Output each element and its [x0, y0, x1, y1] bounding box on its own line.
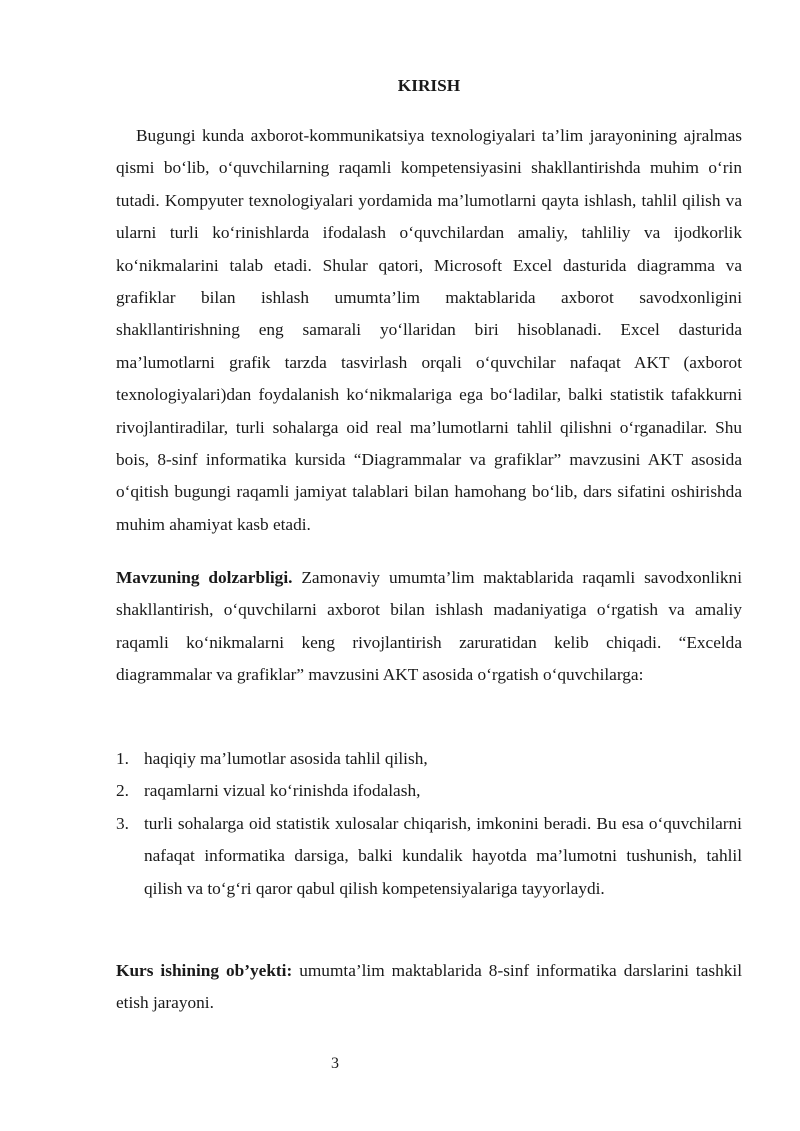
list-item-number: 3.: [116, 813, 129, 833]
list-item: [116, 743, 742, 775]
relevance-text: Zamonaviy umumta’lim maktablarida raqamli savodxonlikni shakllantirish, o‘quvchilarni axborot bilan ishlash madaniyatiga o‘rgatish va amaliy raqamli ko‘nikmalarni keng rivojlantirish zaruratidan kelib chiqadi. “Excelda diagrammalar va grafiklar” mavzusini AKT asosida o‘rgatish o‘quvchilarga:: [116, 568, 742, 685]
section-heading: KIRISH: [397, 76, 461, 95]
relevance-label: Mavzuning dolzarbligi.: [116, 568, 293, 587]
list-item-number: 2.: [116, 781, 129, 801]
object-paragraph: [116, 955, 742, 1020]
page-number: 3: [331, 1055, 339, 1072]
numbered-list: [116, 743, 742, 905]
object-label: Kurs ishining ob’yekti:: [116, 961, 293, 980]
list-item-text: raqamlarni vizual ko‘rinishda ifodalash,: [144, 781, 421, 801]
list-item: [116, 808, 742, 905]
list-item-text: haqiqiy ma’lumotlar asosida tahlil qilish,: [144, 749, 428, 768]
intro-paragraph: Bugungi kunda axborot-kommunikatsiya texnologiyalari ta’lim jarayonining ajralmas qismi bo‘lib, o‘quvchilarning raqamli kompetensiyasini shakllantirishda muhim o‘rin tutadi. Kompyuter texnologiyalari yordamida ma’lumotlarni qayta ishlash, tahlil qilish va ularni turli ko‘rinishlarda ifodalash o‘quvchilardan amaliy, tahliliy va ijodkorlik ko‘nikmalarini talab etadi. Shular qatori, Microsoft Excel dasturida diagramma va grafiklar bilan ishlash umumta’lim maktablarida axborot savodxonligini shakllantirishning eng samarali yo‘llaridan biri hisoblanadi. Excel dasturida ma’lumotlarni grafik tarzda tasvirlash orqali o‘quvchilar nafaqat AKT (axborot texnologiyalari)dan foydalanish ko‘nikmalariga ega bo‘ladilar, balki statistik tafakkurni rivojlantiradilar, turli sohalarga oid real ma’lumotlarni tahlil qilishni o‘rganadilar. Shu bois, 8-sinf informatika kursida “Diagrammalar va grafiklar” mavzusini AKT asosida o‘qitish bugungi raqamli jamiyat talablari bilan hamohang bo‘lib, dars sifatini oshirishda muhim ahamiyat kasb etadi.: [116, 126, 742, 534]
list-item: [116, 775, 742, 807]
relevance-paragraph: [116, 562, 742, 692]
list-item-number: 1.: [116, 749, 129, 768]
list-item-text: turli sohalarga oid statistik xulosalar chiqarish, imkonini beradi. Bu esa o‘quvchilarni nafaqat informatika darsiga, balki kundalik hayotda ma’lumotni tushunish, tahlil qilish va to‘g‘ri qaror qabul qilish kompetensiyalariga tayyorlaydi.: [144, 813, 742, 898]
object-text: umumta’lim maktablarida 8-sinf informatika darslarini tashkil etish jarayoni.: [116, 961, 743, 1013]
